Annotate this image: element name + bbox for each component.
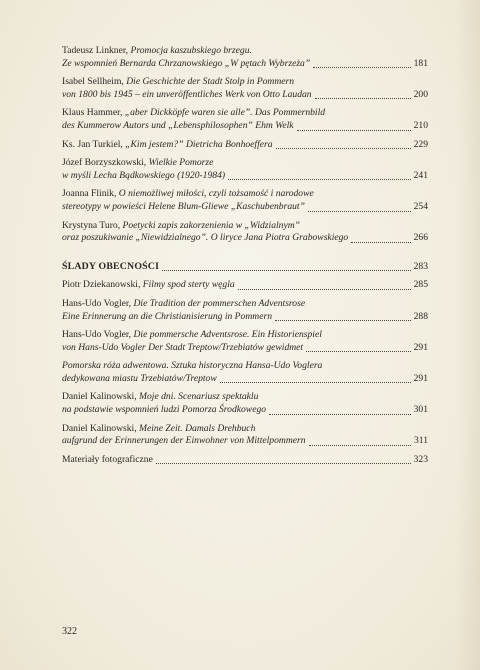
toc-title-part2: dedykowana miastu Trzebiatów/Treptow bbox=[62, 372, 217, 384]
toc-title-part1: Die Tradition der pommerschen Adventsrose bbox=[133, 297, 306, 309]
toc-page-number: 323 bbox=[413, 453, 428, 465]
toc-title-part2: na podstawie wspomnień ludzi Pomorza Środkowego bbox=[62, 404, 267, 416]
toc-entry-line2 bbox=[62, 58, 428, 71]
toc-author: Hans-Udo Vogler, bbox=[62, 329, 132, 341]
toc-entry bbox=[62, 157, 428, 182]
toc-entry-line1 bbox=[62, 298, 428, 311]
toc-page-number: 288 bbox=[413, 310, 428, 322]
toc-title-part1: Moje dni. Scenariusz spektaklu bbox=[139, 391, 259, 403]
leader-dots bbox=[238, 281, 411, 290]
toc-author: Materiały fotograficzne bbox=[62, 453, 153, 465]
toc-title-part2: oraz poszukiwanie „Niewidzialnego”. O liryce Jana Piotra Grabowskiego bbox=[62, 232, 349, 244]
leader-dots bbox=[308, 203, 411, 212]
toc-title-part2: stereotypy w powieści Helene Blum-Gliewe „Kaschubenbraut” bbox=[62, 200, 305, 212]
toc-entry bbox=[62, 360, 428, 385]
toc-entry-line1 bbox=[62, 279, 428, 292]
toc-entry-line2 bbox=[62, 342, 428, 355]
toc-title-part2: von Hans-Udo Vogler Der Stadt Treptow/Trzebiatów gewidmet bbox=[62, 341, 304, 353]
toc-author: Daniel Kalinowski, bbox=[62, 391, 137, 403]
toc-entry-line2 bbox=[62, 232, 428, 245]
toc-title-part1: Pomorska róża adwentowa. Sztuka historyczna Hansa-Udo Voglera bbox=[62, 360, 323, 372]
toc-page-number: 291 bbox=[413, 341, 428, 353]
toc-title-part2: aufgrund der Erinnerungen der Einwohner von Mittelpommern bbox=[62, 435, 306, 447]
toc-page-number: 285 bbox=[413, 279, 428, 291]
toc-author: Tadeusz Linkner, bbox=[62, 45, 129, 56]
leader-dots bbox=[306, 343, 411, 352]
toc-author: Hans-Udo Vogler, bbox=[62, 297, 132, 309]
toc-page-number: 266 bbox=[413, 232, 428, 244]
toc-title-part2: Eine Erinnerung an die Christianisierung in Pommern bbox=[62, 310, 272, 322]
leader-dots bbox=[275, 312, 411, 321]
toc-entry bbox=[62, 298, 428, 323]
toc-author: Daniel Kalinowski, bbox=[62, 422, 137, 434]
section-title: ŚLADY OBECNOŚCI bbox=[62, 260, 160, 272]
toc-entry bbox=[62, 279, 428, 292]
toc-entry bbox=[62, 220, 428, 245]
toc-entry bbox=[62, 107, 428, 132]
toc-entry-line2 bbox=[62, 373, 428, 386]
toc-entry-line1 bbox=[62, 76, 428, 89]
toc-entry-line1 bbox=[62, 423, 428, 436]
toc-entry bbox=[62, 329, 428, 354]
toc-entry-line2 bbox=[62, 311, 428, 324]
toc-page-number: 291 bbox=[413, 372, 428, 384]
toc-entry-line1 bbox=[62, 329, 428, 342]
toc-page-number: 200 bbox=[413, 88, 428, 100]
toc-title-part1: Die pommersche Adventsrose. Ein Historienspiel bbox=[133, 329, 322, 341]
toc-title-part1: O niemożliwej miłości, czyli tożsamość i narodowe bbox=[118, 188, 314, 200]
toc-entry-line1 bbox=[62, 220, 428, 233]
toc-entry-line1 bbox=[62, 454, 428, 467]
toc-title-part1: Meine Zeit. Damals Drehbuch bbox=[139, 422, 256, 434]
toc-page-number: 311 bbox=[413, 435, 428, 447]
leader-dots bbox=[162, 262, 411, 271]
toc-entry-line1 bbox=[62, 360, 428, 373]
leader-dots bbox=[269, 406, 411, 415]
toc-entry bbox=[62, 391, 428, 416]
leader-dots bbox=[297, 122, 411, 131]
toc-entry-line2 bbox=[62, 89, 428, 102]
toc-author: Klaus Hammer, bbox=[62, 107, 123, 119]
leader-dots bbox=[228, 171, 411, 180]
toc-entry-line2 bbox=[62, 120, 428, 133]
toc-entry-line1 bbox=[62, 139, 428, 152]
toc-entry bbox=[62, 188, 428, 213]
toc-page-number: 229 bbox=[413, 138, 428, 150]
leader-dots bbox=[351, 234, 410, 243]
leader-dots bbox=[313, 59, 410, 68]
page-number: 322 bbox=[62, 626, 77, 637]
toc-page-number: 254 bbox=[413, 200, 428, 212]
toc-title-part1: „aber Dickköpfe waren sie alle”. Das Pommernbild bbox=[124, 107, 326, 119]
toc-entry-line1 bbox=[62, 391, 428, 404]
toc-page-number: 283 bbox=[413, 260, 428, 272]
toc-entry-line2 bbox=[62, 404, 428, 417]
toc-title-part1: Wielkie Pomorze bbox=[148, 157, 214, 169]
leader-dots bbox=[315, 90, 411, 99]
leader-dots bbox=[220, 374, 411, 383]
toc-entry-line1 bbox=[62, 107, 428, 120]
toc-title-part1: Promocja kaszubskiego brzegu. bbox=[130, 45, 252, 56]
toc-entry-line1 bbox=[62, 188, 428, 201]
toc-page-number: 241 bbox=[413, 169, 428, 181]
page-edge-shadow bbox=[456, 0, 480, 670]
table-of-contents bbox=[62, 45, 428, 472]
toc-title-part2: Ze wspomnień Bernarda Chrzanowskiego „W pętach Wybrzeża” bbox=[62, 57, 311, 69]
toc-page-number: 181 bbox=[413, 57, 428, 69]
toc-title-part2: des Kummerow Autors und „Lebensphilosophen” Ehm Welk bbox=[62, 119, 294, 131]
toc-section-heading bbox=[62, 261, 428, 274]
toc-author: Isabel Sellheim, bbox=[62, 76, 124, 88]
toc-author: Ks. Jan Turkiel, bbox=[62, 138, 123, 150]
toc-page-number: 301 bbox=[413, 404, 428, 416]
toc-entry-line2 bbox=[62, 201, 428, 214]
toc-title-part1: „Kim jestem?” Dietricha Bonhoeffera bbox=[125, 138, 273, 150]
leader-dots bbox=[309, 437, 411, 446]
toc-entry bbox=[62, 139, 428, 152]
toc-author: Józef Borzyszkowski, bbox=[62, 157, 147, 169]
toc-entry-line2 bbox=[62, 435, 428, 448]
toc-title-part2: w myśli Lecha Bądkowskiego (1920-1984) bbox=[62, 169, 226, 181]
toc-title-part1: Poetycki zapis zakorzenienia w „Widzialnym” bbox=[122, 219, 300, 231]
toc-page-number: 210 bbox=[413, 119, 428, 131]
leader-dots bbox=[276, 140, 411, 149]
toc-author: Piotr Dziekanowski, bbox=[62, 279, 141, 291]
toc-author: Krystyna Turo, bbox=[62, 219, 121, 231]
toc-title-part2: von 1800 bis 1945 – ein unveröffentliches Werk von Otto Laudan bbox=[62, 88, 312, 100]
toc-entry-line1 bbox=[62, 157, 428, 170]
toc-title-part1: Die Geschichte der Stadt Stolp in Pommern bbox=[126, 76, 295, 88]
toc-entry-line2 bbox=[62, 170, 428, 183]
toc-entry-line1 bbox=[62, 45, 428, 58]
toc-entry bbox=[62, 45, 428, 70]
toc-title-part1: Filmy spod sterty węgla bbox=[142, 279, 235, 291]
toc-entry bbox=[62, 76, 428, 101]
toc-entry bbox=[62, 423, 428, 448]
toc-entry bbox=[62, 454, 428, 467]
toc-author: Joanna Flinik, bbox=[62, 188, 117, 200]
leader-dots bbox=[156, 455, 411, 464]
